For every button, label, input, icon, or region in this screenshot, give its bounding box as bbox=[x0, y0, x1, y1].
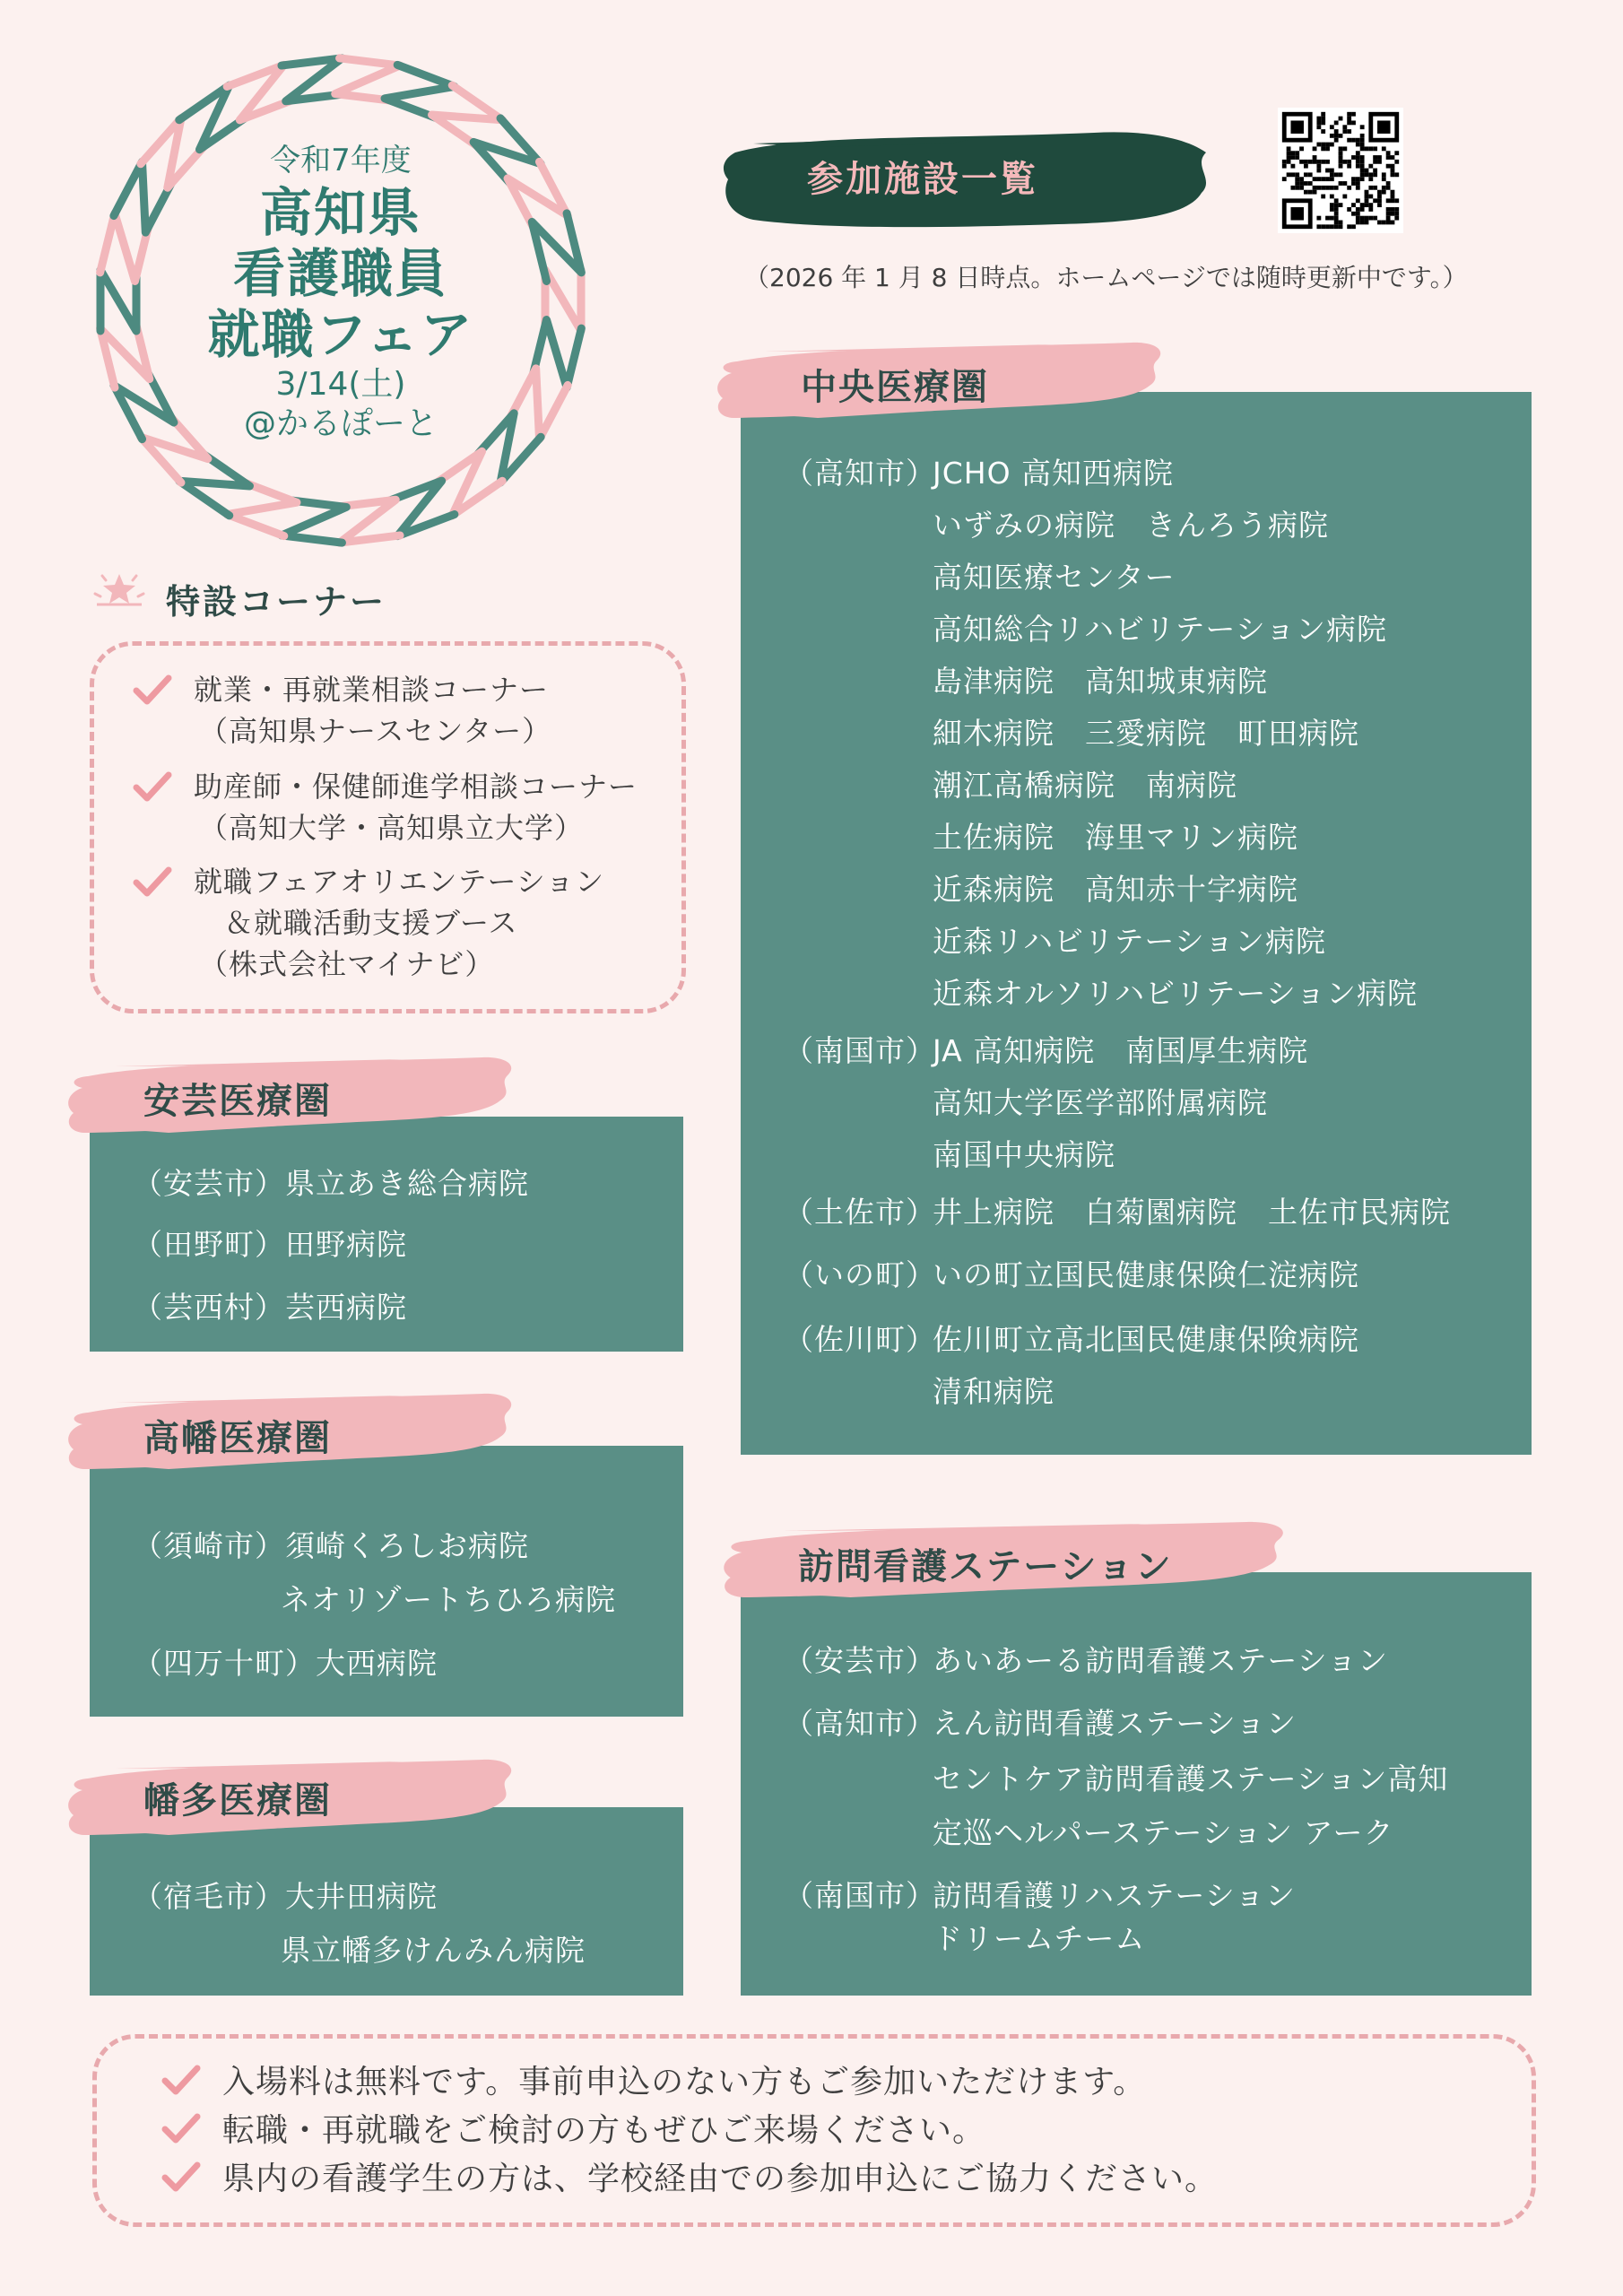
facility-name: 芸西病院 bbox=[285, 1290, 407, 1325]
special-item-3-line-3: （株式会社マイナビ） bbox=[199, 947, 495, 981]
chuo-row bbox=[784, 506, 1329, 545]
hata-row-1 bbox=[133, 1877, 438, 1917]
facility-name: ドリームチーム bbox=[933, 1921, 1146, 1956]
star-icon bbox=[90, 567, 149, 612]
check-icon bbox=[133, 674, 172, 707]
check-icon bbox=[161, 2161, 201, 2194]
houmon-title: 訪問看護ステーション bbox=[798, 1546, 1173, 1587]
facility-name: 高知総合リハビリテーション病院 bbox=[933, 612, 1388, 647]
check-icon bbox=[161, 2065, 201, 2097]
city-label: （安芸市） bbox=[784, 1643, 936, 1678]
facility-name: えん訪問看護ステーション bbox=[933, 1706, 1298, 1741]
city-label: （宿毛市） bbox=[133, 1879, 285, 1914]
facility-name: 近森病院 高知赤十字病院 bbox=[933, 872, 1298, 907]
city-label: （田野町） bbox=[133, 1227, 285, 1262]
facility-name: 高知医療センター bbox=[933, 560, 1176, 595]
fair-date: 3/14(土) bbox=[275, 366, 406, 403]
city-label: （高知市） bbox=[784, 1706, 936, 1741]
city-label: （いの町） bbox=[784, 1257, 936, 1292]
note-3: 県内の看護学生の方は、学校経由での参加申込にご協力ください。 bbox=[222, 2161, 1219, 2197]
facility-name: 南国中央病院 bbox=[933, 1137, 1115, 1172]
chuo-row bbox=[784, 766, 1237, 805]
facility-name: 大西病院 bbox=[316, 1646, 438, 1681]
special-item-1-line-1: 就業・再就業相談コーナー bbox=[194, 673, 550, 707]
houmon-row bbox=[784, 1760, 1448, 1799]
hata-row-2 bbox=[281, 1931, 586, 1970]
chuo-row bbox=[784, 610, 1387, 649]
chuo-row bbox=[784, 1193, 1451, 1232]
facility-name: あいあーる訪問看護ステーション bbox=[933, 1643, 1389, 1678]
city-label: （高知市） bbox=[784, 456, 936, 491]
check-icon bbox=[161, 2113, 201, 2145]
chuo-row bbox=[784, 974, 1418, 1013]
facility-name: 大井田病院 bbox=[285, 1879, 438, 1914]
facility-name: JA 高知病院 南国厚生病院 bbox=[933, 1033, 1309, 1068]
city-label: （南国市） bbox=[784, 1878, 936, 1913]
chuo-row bbox=[784, 1320, 1359, 1360]
facility-name: JCHO 高知西病院 bbox=[933, 456, 1175, 491]
special-item-2-line-2: （高知大学・高知県立大学） bbox=[199, 811, 585, 845]
city-label: （須崎市） bbox=[133, 1528, 285, 1563]
facility-name: いの町立国民健康保険仁淀病院 bbox=[933, 1257, 1359, 1292]
chuo-row bbox=[784, 922, 1326, 961]
facility-list-title: 参加施設一覧 bbox=[807, 159, 1038, 200]
chuo-row bbox=[784, 1031, 1308, 1071]
facility-name: 県立幡多けんみん病院 bbox=[281, 1933, 586, 1968]
fair-title-line-1: 高知県 bbox=[259, 182, 421, 243]
facility-name: ネオリゾートちひろ病院 bbox=[281, 1582, 616, 1617]
houmon-row bbox=[784, 1876, 1296, 1916]
fair-title-line-3: 就職フェア bbox=[207, 304, 474, 365]
facility-name: 佐川町立高北国民健康保険病院 bbox=[933, 1322, 1359, 1357]
facility-name: 定巡ヘルパーステーション アーク bbox=[933, 1815, 1394, 1850]
facility-name: 近森オルソリハビリテーション病院 bbox=[933, 976, 1419, 1011]
fair-title-line-2: 看護職員 bbox=[232, 243, 448, 304]
special-item-1-line-2: （高知県ナースセンター） bbox=[199, 714, 552, 748]
check-icon bbox=[133, 866, 172, 899]
takahata-row-2 bbox=[281, 1580, 616, 1620]
special-corner-title: 特設コーナー bbox=[166, 582, 387, 622]
aki-row-2 bbox=[133, 1225, 407, 1265]
update-note: （2026 年 1 月 8 日時点。ホームページでは随時更新中です。） bbox=[744, 263, 1468, 292]
facility-name: 近森リハビリテーション病院 bbox=[933, 924, 1327, 959]
facility-name: 訪問看護リハステーション bbox=[933, 1878, 1297, 1913]
houmon-row bbox=[784, 1919, 1145, 1959]
special-item-3-line-1: 就職フェアオリエンテーション bbox=[194, 865, 605, 899]
facility-name: 井上病院 白菊園病院 土佐市民病院 bbox=[933, 1195, 1451, 1230]
qr-code-icon[interactable] bbox=[1278, 108, 1403, 233]
fair-title-block bbox=[90, 139, 592, 444]
chuo-row bbox=[784, 1083, 1268, 1123]
chuo-row bbox=[784, 662, 1268, 701]
facility-name: セントケア訪問看護ステーション高知 bbox=[933, 1761, 1449, 1796]
aki-region-title: 安芸医療圏 bbox=[143, 1081, 332, 1122]
aki-row-1 bbox=[133, 1164, 529, 1204]
facility-name: 潮江高橋病院 南病院 bbox=[933, 768, 1237, 803]
city-label: （芸西村） bbox=[133, 1290, 285, 1325]
chuo-row bbox=[784, 1372, 1055, 1412]
hata-region-title: 幡多医療圏 bbox=[143, 1780, 332, 1822]
facility-name: 須崎くろしお病院 bbox=[285, 1528, 529, 1563]
fair-year: 令和7年度 bbox=[270, 143, 412, 178]
aki-row-3 bbox=[133, 1288, 407, 1327]
takahata-region-title: 高幡医療圏 bbox=[143, 1418, 332, 1459]
takahata-row-1 bbox=[133, 1526, 529, 1566]
city-label: （佐川町） bbox=[784, 1322, 936, 1357]
facility-name: 田野病院 bbox=[285, 1227, 407, 1262]
takahata-row-3 bbox=[133, 1644, 438, 1683]
facility-name: 細木病院 三愛病院 町田病院 bbox=[933, 716, 1359, 751]
chuo-row bbox=[784, 714, 1359, 753]
facility-name: 高知大学医学部附属病院 bbox=[933, 1085, 1268, 1120]
city-label: （南国市） bbox=[784, 1033, 936, 1068]
facility-name: 土佐病院 海里マリン病院 bbox=[933, 820, 1298, 855]
houmon-row bbox=[784, 1813, 1394, 1853]
note-1: 入場料は無料です。事前申込のない方もご参加いただけます。 bbox=[222, 2064, 1147, 2100]
special-item-3-line-2: ＆就職活動支援ブース bbox=[224, 906, 518, 940]
city-label: （土佐市） bbox=[784, 1195, 936, 1230]
facility-name: いずみの病院 きんろう病院 bbox=[933, 508, 1329, 543]
houmon-row bbox=[784, 1641, 1388, 1681]
chuo-region-title: 中央医療圏 bbox=[801, 367, 989, 408]
chuo-row bbox=[784, 818, 1298, 857]
note-2: 転職・再就職をご検討の方もぜひご来場ください。 bbox=[222, 2112, 986, 2149]
facility-name: 島津病院 高知城東病院 bbox=[933, 664, 1268, 699]
city-label: （安芸市） bbox=[133, 1166, 285, 1201]
chuo-row bbox=[784, 1256, 1359, 1295]
city-label: （四万十町） bbox=[133, 1646, 316, 1681]
facility-name: 清和病院 bbox=[933, 1374, 1055, 1409]
chuo-row bbox=[784, 870, 1298, 909]
fair-venue: @かるぽーと bbox=[243, 405, 438, 442]
houmon-row bbox=[784, 1704, 1297, 1744]
facility-name: 県立あき総合病院 bbox=[285, 1166, 529, 1201]
chuo-row bbox=[784, 558, 1176, 597]
chuo-row bbox=[784, 1135, 1115, 1175]
special-item-2-line-1: 助産師・保健師進学相談コーナー bbox=[194, 770, 638, 804]
chuo-row bbox=[784, 454, 1174, 493]
check-icon bbox=[133, 771, 172, 804]
